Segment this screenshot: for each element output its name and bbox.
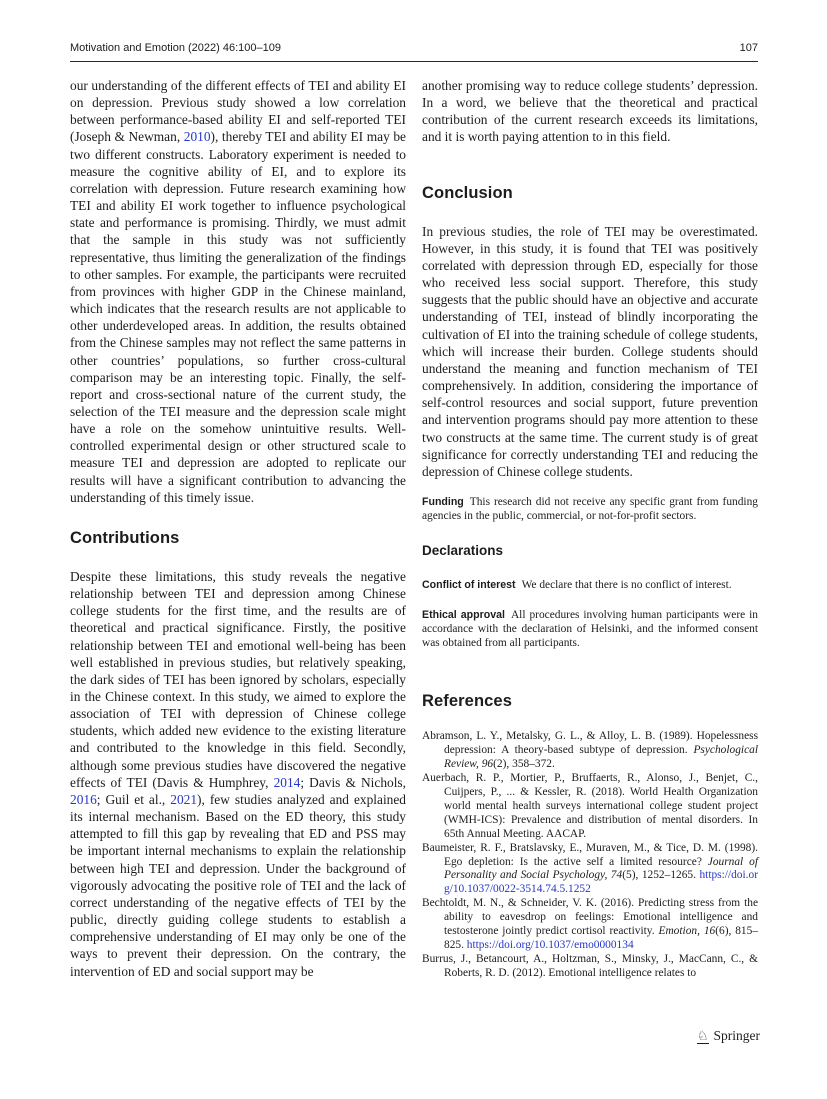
- right-column: [422, 77, 758, 981]
- ethical-approval-note: [422, 609, 758, 651]
- text-segment: ), thereby TEI and ability EI may be two different constructs. Laboratory experiment is needed to measure the cognitive ability of EI, and to explore its correlation with depression. Future research examining how TEI and ability EI work together to influence psychological state and performance is promising. Thirdly, we must admit that the sample in this study was not sufficiently representative, thus limiting the generalization of the findings to other samples. For example, the participants were recruited from provinces with higher GDP in the Chinese mainland, which indicates that the research results are not applicable to other underdeveloped areas. In addition, the results obtained from the Chinese samples may not reflect the same patterns in other countries’ populations, so further cross-cultural comparison may be an interesting topic. Finally, the self-report and cross-sectional nature of the current study, the selection of the TEI measure and the depression scale might have a role on the somehow unintuitive results. Well-controlled experimental design or other structured scale to measure TEI and depression are adopted to replicate our results will have a significant contribution to advancing the understanding of this timely issue.: [70, 129, 406, 505]
- conflict-of-interest-text: We declare that there is no conflict of interest.: [521, 578, 732, 591]
- body-paragraph: [70, 568, 406, 980]
- citation-link[interactable]: 2021: [170, 791, 198, 807]
- text-segment: ; Guil et al.,: [96, 791, 171, 807]
- journal-title: Motivation and Emotion (2022) 46:100–109: [70, 42, 281, 54]
- funding-note: [422, 496, 758, 524]
- text-segment: (5), 1252–1265.: [622, 869, 700, 882]
- body-paragraph: [422, 77, 758, 146]
- funding-label: Funding: [422, 495, 464, 508]
- reference-entry: [422, 897, 758, 953]
- text-segment: Auerbach, R. P., Mortier, P., Bruffaerts, R., Alonso, J., Benjet, C., Cuijpers, P., ... & Kessler, R. (2018). World Health Organization world mental health surveys international college student project (WMH-ICS): Prevalence and distribution of mental disorders. In 65th Annual Meeting. AACAP.: [422, 772, 758, 840]
- text-segment: Burrus, J., Betancourt, A., Holtzman, S., Minsky, J., MacCann, C., & Roberts, R. D. (2012). Emotional intelligence relates to: [422, 952, 758, 979]
- funding-text: This research did not receive any specific grant from funding agencies in the public, commercial, or not-for-profit sectors.: [422, 495, 758, 522]
- left-column: [70, 77, 406, 981]
- doi-link[interactable]: https://doi.org/10.1037/0022-3514.74.5.1252: [444, 869, 758, 896]
- text-segment: ), few studies analyzed and explained its internal mechanism. Based on the ED theory, this study attempted to fill this gap by revealing that ED and PSS may be important internal mechanisms to explain the relationship between high TEI and depression. Under the background of vigorously advocating the positive role of TEI and the lack of correct understanding of the negative effects of TEI by the public, directly guiding college students to establish a comprehensive understanding of EI may only be one of the ways to prevent their depression. On the contrary, the intervention of ED and social support may be: [70, 791, 406, 979]
- body-paragraph: [70, 77, 406, 506]
- citation-link[interactable]: 2016: [70, 791, 97, 807]
- conflict-of-interest-label: Conflict of interest: [422, 578, 516, 591]
- page-header: [70, 42, 758, 62]
- springer-knight-icon: ♘: [696, 1027, 709, 1043]
- ethical-approval-label: Ethical approval: [422, 608, 505, 621]
- text-segment: Despite these limitations, this study reveals the negative relationship between TEI and depression among Chinese college students for the first time, and the results are of theoretical and practical significance. Firstly, the positive relationship between TEI and emotional well-being has been well established in previous studies, but relatively speaking, the dark sides of TEI has been ignored by scholars, especially in the Chinese context. In this study, we aimed to explore the association of TEI with depression of Chinese college students, which added new evidence to the existing literature and contributed to the knowledge in this field. Secondly, although some previous studies have discovered the negative effects of TEI (Davis & Humphrey,: [70, 568, 406, 790]
- page-number: 107: [739, 42, 758, 54]
- text-segment: (2), 358–372.: [493, 758, 555, 771]
- text-segment: Emotion, 16: [658, 925, 716, 938]
- reference-list: [422, 730, 758, 980]
- text-segment: Bechtoldt, M. N., & Schneider, V. K. (2016). Predicting stress from the ability to eavesdrop on feelings: Emotional intelligence and testosterone jointly predict cortisol reactivity.: [422, 897, 758, 938]
- text-segment: ; Davis & Nichols,: [300, 774, 406, 790]
- text-segment: Journal of Personality and Social Psychology, 74: [444, 855, 758, 882]
- section-heading-references: References: [422, 692, 512, 711]
- ethical-approval-text: All procedures involving human participants were in accordance with the declaration of Helsinki, and the informed consent was obtained from all participants.: [422, 608, 759, 649]
- text-segment: Abramson, L. Y., Metalsky, G. L., & Alloy, L. B. (1989). Hopelessness depression: A theory-based subtype of depression.: [422, 730, 758, 757]
- citation-link[interactable]: 2010: [183, 129, 211, 145]
- reference-entry: [422, 730, 758, 772]
- text-segment: another promising way to reduce college students’ depression. In a word, we believe that the theoretical and practical contribution of the current research exceeds its limitations, and it is worth paying attention to in this field.: [422, 78, 758, 145]
- text-segment: In previous studies, the role of TEI may be overestimated. However, in this study, it is found that TEI was positively correlated with depression through ED, especially for those who received less social support. Therefore, this study suggests that the public should have an objective and accurate understanding of TEI, instead of blindly incorporating the cultivation of EI into the training schedule of college students, which will increase their burden. College students should understand the meaning and function mechanism of TEI comprehensively. In addition, considering the importance of self-control resources and social support, future prevention and intervention programs should pay more attention to these two constructs at the same time. The current study is of great significance for correctly understanding TEI and reducing the depression of Chinese college students.: [422, 223, 758, 479]
- text-segment: (6), 815–825.: [444, 925, 759, 951]
- reference-entry: [422, 953, 758, 981]
- publisher-name: Springer: [713, 1028, 760, 1043]
- body-paragraph: [422, 223, 758, 480]
- text-segment: Baumeister, R. F., Bratslavsky, E., Muraven, M., & Tice, D. M. (1998). Ego depletion: Is the active self a limited resource?: [422, 841, 758, 868]
- springer-logo: [697, 1028, 760, 1044]
- section-heading-declarations: Declarations: [422, 542, 504, 558]
- text-segment: Psychological Review, 96: [444, 744, 758, 771]
- section-heading-conclusion: Conclusion: [422, 183, 513, 202]
- doi-link[interactable]: https://doi.org/10.1037/emo0000134: [466, 939, 634, 951]
- reference-entry: [422, 772, 758, 842]
- two-column-body: [70, 77, 758, 981]
- section-heading-contributions: Contributions: [70, 528, 180, 547]
- text-segment: our understanding of the different effects of TEI and ability EI on depression. Previous study showed a low correlation between performance-based ability EI and self-reported TEI (Joseph & Newman,: [70, 78, 406, 145]
- citation-link[interactable]: 2014: [273, 774, 301, 790]
- conflict-of-interest-note: [422, 579, 758, 593]
- reference-entry: [422, 842, 758, 898]
